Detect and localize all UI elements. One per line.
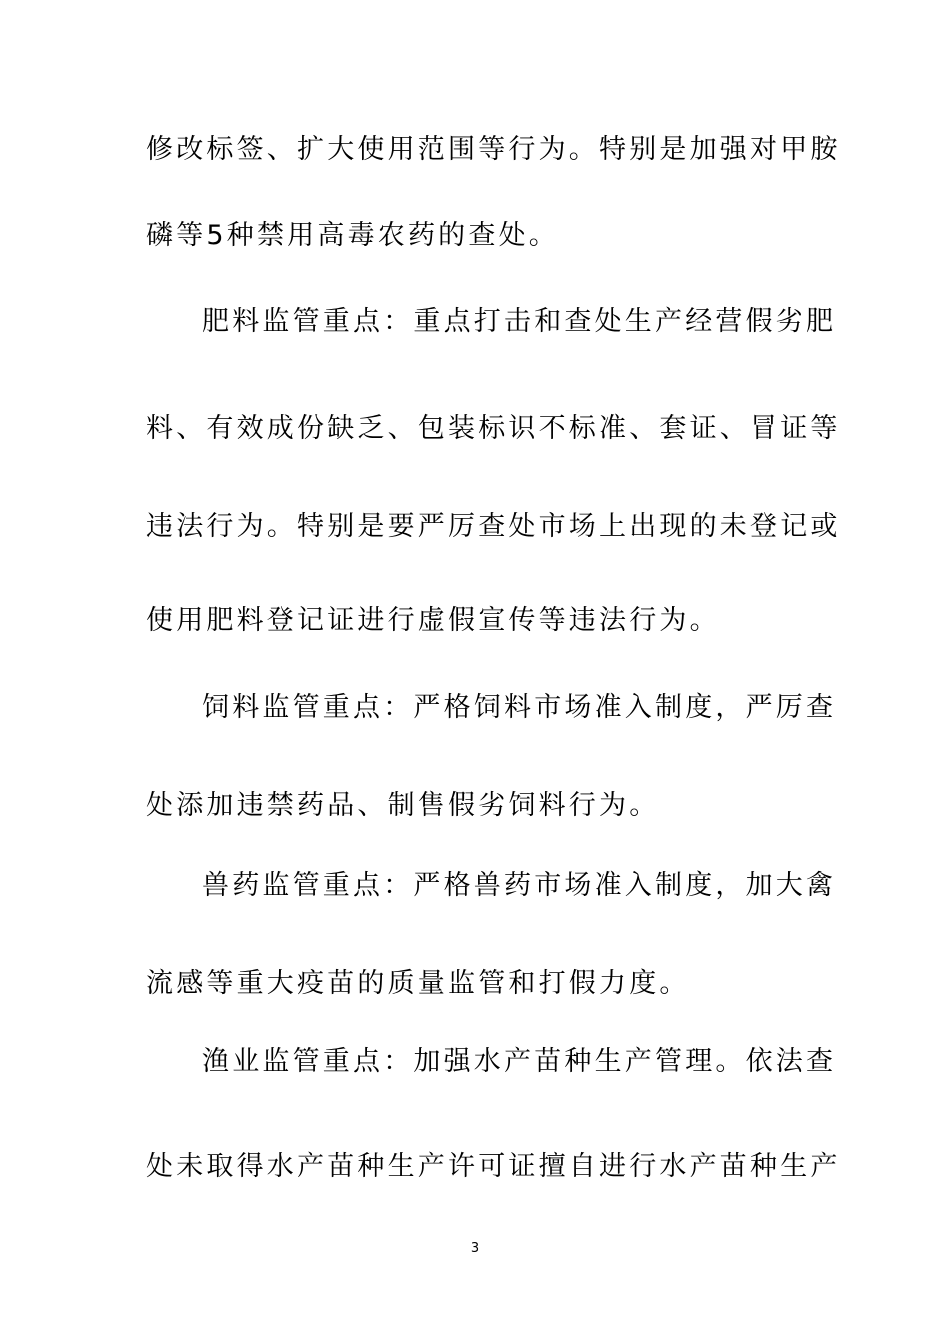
body-text-line: 修改标签、扩大使用范围等行为。特别是加强对甲胺 — [146, 134, 841, 165]
body-text-line: 磷等5种禁用高毒农药的查处。 — [146, 220, 559, 251]
page-number: 3 — [470, 1241, 480, 1256]
body-text-line: 处添加违禁药品、制售假劣饲料行为。 — [146, 790, 660, 821]
body-text-line: 流感等重大疫苗的质量监管和打假力度。 — [146, 968, 690, 999]
body-text-line: 料、有效成份缺乏、包装标识不标准、套证、冒证等 — [146, 413, 841, 444]
body-text-line: 处未取得水产苗种生产许可证擅自进行水产苗种生产 — [146, 1151, 841, 1182]
body-text-line: 使用肥料登记证进行虚假宣传等违法行为。 — [146, 605, 720, 636]
paragraph-start-fishery: 渔业监管重点：加强水产苗种生产管理。依法查 — [202, 1046, 837, 1077]
paragraph-start-veterinary: 兽药监管重点：严格兽药市场准入制度，加大禽 — [202, 870, 837, 901]
body-text-line: 违法行为。特别是要严厉查处市场上出现的未登记或 — [146, 511, 841, 542]
paragraph-start-fertilizer: 肥料监管重点：重点打击和查处生产经营假劣肥 — [202, 306, 837, 337]
paragraph-start-feed: 饲料监管重点：严格饲料市场准入制度，严厉查 — [202, 692, 837, 723]
